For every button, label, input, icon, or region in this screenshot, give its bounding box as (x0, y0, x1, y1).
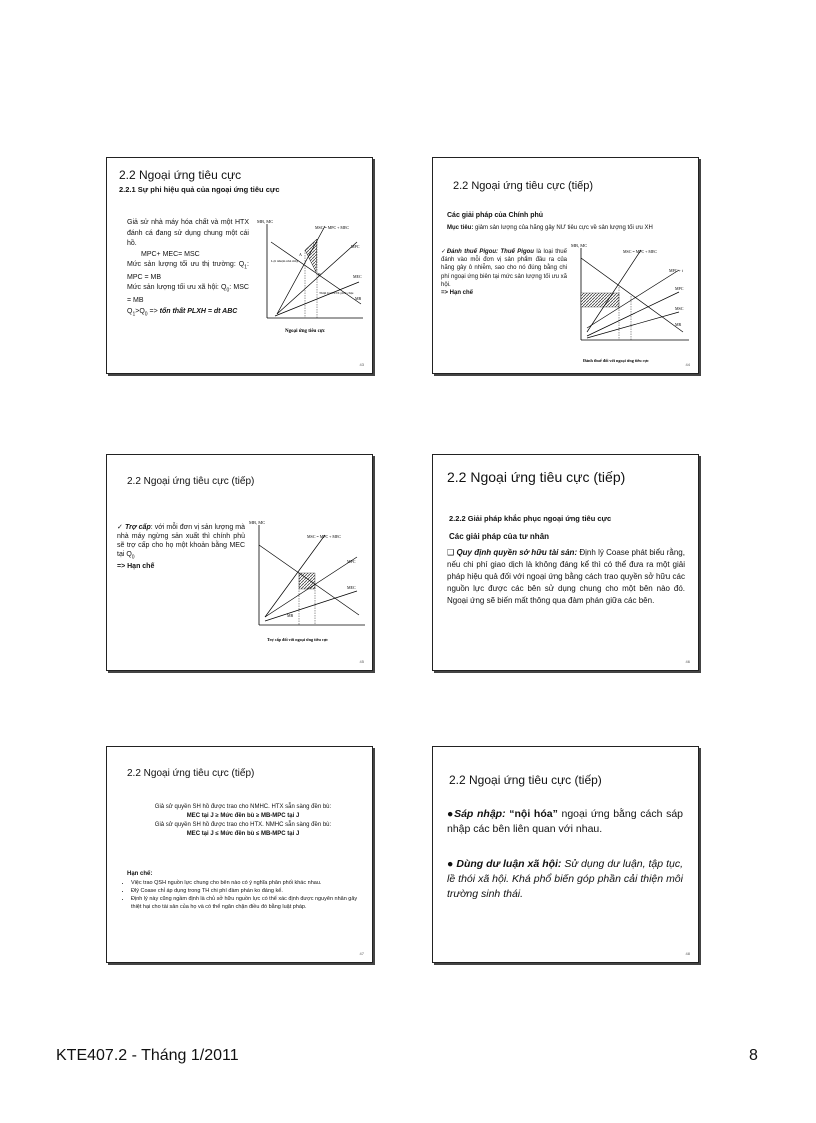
formula-nmhc: MEC tại J ≥ Mức đền bù ≥ MB-MPC tại J (186, 813, 300, 819)
mpc-label: MPC (347, 559, 356, 564)
list-item: • Định lý này cũng ngầm định là chủ sở hữu nguồn lực có thể xác định được nguyên nhân gây thiệt hại cho tài sản của họ và có thể ngăn chặn điều đó bằng luật pháp. (131, 896, 361, 910)
point-b: B (318, 272, 321, 277)
limits-title: Hạn chế: (127, 871, 153, 877)
slide-title: 2.2 Ngoại ứng tiêu cực (119, 168, 242, 182)
list-item: • Việc trao QSH nguồn lực chung cho bên nào có ý nghĩa phân phối khác nhau. (131, 880, 361, 887)
slide-body: Giả sử nhà máy hóa chất và một HTX đánh cá đang sử dụng chung một cái hồ. MPC+ MEC= MSC Mức sản lượng tối ưu thị trường: $Q_1$: MPC = MB Mức sản lượng tối ưu xã hội: $Q_0$: MSC = MB $Q_1>Q_0$ => tổn thất PLXH = dt ABC (127, 219, 249, 318)
section-heading: Các giải pháp của tư nhân (449, 532, 550, 541)
list-item: • Đlý Coase chỉ áp dụng trong TH chi phí đàm phán ko đáng kể. (131, 888, 361, 895)
section-subtitle: 2.2.2 Giải pháp khắc phục ngoại ứng tiêu cực (449, 514, 612, 523)
section-heading: Các giải pháp của Chính phủ (447, 212, 544, 219)
slide-2 (432, 157, 699, 374)
slide-5 (106, 746, 373, 963)
point-c: C (313, 241, 316, 246)
mr-label: MR (675, 322, 682, 327)
opinion-bullet: ● Dùng dư luận xã hội: Sử dụng dư luận, tập tục, lề thói xã hội. Khá phổ biến góp phần cải thiện môi trường sinh thái. (447, 858, 683, 900)
chart-caption: Trợ cấp đối với ngoại ứng tiêu cực (267, 637, 329, 642)
page-number: 48 (685, 951, 690, 956)
page-number: 44 (685, 362, 690, 367)
slide-title: 2.2 Ngoại ứng tiêu cực (tiếp) (447, 469, 626, 485)
limits-list (123, 880, 361, 912)
slide-6 (432, 746, 699, 963)
msc-label: MSC = MPC + MEC (307, 534, 342, 539)
page-number: 43 (359, 362, 364, 367)
limit-label: => Hạn chế (441, 290, 474, 297)
msc-label: MSC = MPC + MEC (315, 225, 350, 230)
mpct-label: MPC + t (669, 268, 683, 273)
msc-label: MSC = MPC + MEC (623, 249, 658, 254)
coase-cases: Giả sử quyền SH hồ được trao cho NMHC. HTX sẵn sàng đền bù: MEC tại J ≥ Mức đền bù ≥ MB-MPC tại J Giả sử quyền SH hồ được trao cho HTX. NMHC sẵn sàng đền bù: MEC tại J ≤ Mức đền bù ≤ MB-MPC tại J (123, 803, 363, 839)
slide-title: 2.2 Ngoại ứng tiêu cực (tiếp) (449, 773, 602, 787)
subsidy-text: ✓ Trợ cấp: với mỗi đơn vị sản lượng mà nhà máy ngừng sản xuất thì chính phủ sẽ trợ cấp cho họ một khoản bằng MEC tại $Q_0$ => Hạn chế (117, 524, 245, 571)
slide-title: 2.2 Ngoại ứng tiêu cực (tiếp) (127, 476, 255, 487)
y-axis-label: MB, MC (249, 520, 266, 525)
negative-externality-chart (255, 214, 367, 336)
slide-1 (106, 157, 373, 374)
pigou-text: ✓Đánh thuế Pigou: Thuế Pigou là loại thuế đánh vào mỗi đơn vị sản phẩm đầu ra của hãng gây ô nhiễm, sao cho nó đúng bằng chi phí ngoại ứng biên tại mức sản lượng tối ưu xã hội. => Hạn chế (441, 249, 567, 297)
htx-damage-note: Thiệt hại HTX phải chịu (319, 291, 354, 295)
limit-label: => Hạn chế (117, 563, 155, 571)
mb-label: MB (287, 613, 294, 618)
y-axis-label: MB, MC (571, 243, 588, 248)
mpc-label: MPC (675, 286, 684, 291)
tax-revenue-area (581, 293, 619, 307)
msc-line (277, 226, 325, 314)
mec-label: MEC (353, 274, 362, 279)
mb-label: MB (355, 296, 362, 301)
subsidy-area (299, 573, 315, 589)
chart-caption: Đánh thuế đối với ngoại ứng tiêu cực (583, 358, 649, 363)
msc2-label: MSC (675, 306, 684, 311)
mpc-label: MPC (351, 244, 360, 249)
slide-3 (106, 454, 373, 671)
coase-text: ❑ Quy định quyền sở hữu tài sản: Định lý Coase phát biểu rằng, nếu chi phí giao dịch là không đáng kể thì có thể đưa ra một giải pháp hiệu quả đối với ngoại ứng bằng cách trao quyền sở hữu các nguồn lực được các bên sử dụng chung cho một bên nào đó. Ngoại ứng sẽ biến mất thông qua đàm phán giữa các bên. (447, 548, 685, 605)
point-a: A (299, 252, 302, 257)
factory-profit-note: Lợi nhuận nhà máy (271, 259, 299, 263)
slide-title: 2.2 Ngoại ứng tiêu cực (tiếp) (127, 768, 255, 779)
chart-caption: Ngoại ứng tiêu cực (285, 329, 326, 334)
slide-subtitle: 2.2.1 Sự phi hiệu quả của ngoại ứng tiêu cực (119, 185, 280, 194)
y-axis-label: MB, MC (257, 219, 274, 224)
slide-title: 2.2 Ngoại ứng tiêu cực (tiếp) (453, 180, 594, 192)
goal-text: Mục tiêu: giảm sản lượng của hãng gây NƯ tiêu cực về sản lượng tối ưu XH (447, 225, 653, 231)
slide-4 (432, 454, 699, 671)
merge-bullet: ●Sáp nhập: “nội hóa” ngoại ứng bằng cách sáp nhập các bên liên quan với nhau. (447, 808, 683, 835)
page-number: 45 (359, 659, 364, 664)
mec-label: MEC (347, 585, 356, 590)
pigou-tax-chart (571, 240, 695, 364)
footer-page-number: 8 (749, 1047, 758, 1064)
page-number: 46 (685, 659, 690, 664)
formula-htx: MEC tại J ≤ Mức đền bù ≤ MB-MPC tại J (186, 831, 300, 837)
subsidy-chart (247, 517, 369, 651)
footer-course: KTE407.2 - Tháng 1/2011 (56, 1047, 239, 1064)
page-number: 47 (359, 951, 364, 956)
